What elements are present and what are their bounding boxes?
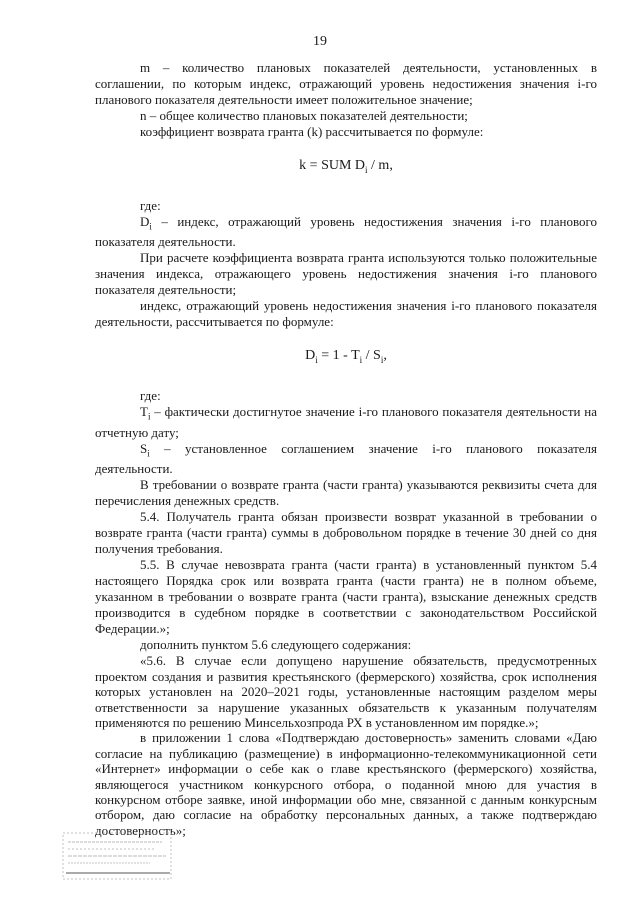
- paragraph-n-definition: n – общее количество плановых показателей деятельности;: [140, 108, 468, 123]
- paragraph-add-5-6: дополнить пунктом 5.6 следующего содержания:: [140, 637, 412, 653]
- where-label-1: где:: [140, 197, 161, 213]
- t-subscript: i: [147, 411, 151, 422]
- paragraph-positive-values: При расчете коэффициента возврата гранта используются только положительные значения индекса, отражающего уровень недостижения значения i-го планового показателя деятельности;: [95, 250, 597, 298]
- page-number: 19: [313, 34, 327, 49]
- formula-s-sub: i: [380, 355, 384, 366]
- formula-k: [95, 158, 597, 178]
- formula-d-sub: i: [315, 355, 318, 366]
- paragraph-s-definition: [95, 441, 597, 478]
- s-subscript: i: [147, 448, 150, 459]
- paragraph-5-6: «5.6. В случае если допущено нарушение обязательств, предусмотренных проектом создания и развития крестьянского (фермерского) хозяйства, срок исполнения которых установлен на 2020–2021 годы, установленные настоящим разделом меры ответственности за нарушение указанных обязательств к указанным получателям применяются по решению Минсельхозпрода РХ в установленном им порядке.»;: [95, 653, 597, 730]
- paragraph-5-4: 5.4. Получатель гранта обязан произвести возврат указанной в требовании о возврате гранта (части гранта) суммы в добровольном порядке в течение 30 дней со дня получения требования.: [95, 509, 597, 557]
- formula-d: [95, 348, 597, 368]
- paragraph-5-5: 5.5. В случае невозврата гранта (части гранта) в установленный пунктом 5.4 настоящего Порядка срок или возврата гранта (части гранта) не в полном объеме, указанном в требовании о возврате гранта (части гранта), взыскание денежных средств производится в судебном порядке в соответствии с законодательством Российской Федерации.»;: [95, 557, 597, 637]
- s-definition-text: – установленное соглашением значение i-го планового показателя деятельности.: [95, 440, 597, 477]
- formula-k-sub: i: [365, 164, 368, 175]
- formula-d-mid: = 1 - T: [317, 348, 360, 364]
- formula-k-left: k = SUM D: [299, 158, 366, 173]
- t-definition-text: – фактически достигнутое значение i-го планового показателя деятельности на отчетную дату;: [95, 404, 597, 440]
- formula-d-symbol: D: [305, 348, 316, 364]
- t-symbol: T: [140, 404, 148, 420]
- formula-k-right: / m,: [367, 158, 393, 173]
- page-stamp: [62, 832, 172, 880]
- d-symbol: D: [140, 213, 150, 229]
- paragraph-d-definition: [95, 214, 597, 251]
- paragraph-requisites: В требовании о возврате гранта (части гранта) указываются реквизиты счета для перечисления денежных средств.: [95, 477, 597, 509]
- paragraph-index-intro: индекс, отражающий уровень недостижения значения i-го планового показателя деятельности, рассчитывается по формуле:: [95, 298, 597, 330]
- paragraph-t-definition: [95, 404, 597, 441]
- paragraph-k-intro: коэффициент возврата гранта (k) рассчитывается по формуле:: [140, 124, 484, 139]
- formula-d-slash: / S: [362, 348, 381, 364]
- paragraph-m-definition: m – количество плановых показателей деятельности, установленных в соглашении, по которым индекс, отражающий уровень недостижения значения i-го планового показателя деятельности имеет положительное значение;: [95, 60, 597, 107]
- where-label-2: где:: [140, 388, 161, 404]
- d-subscript: i: [149, 221, 152, 232]
- d-definition-text: – индекс, отражающий уровень недостижения значения i-го планового показателя деятельности.: [95, 213, 597, 250]
- s-symbol: S: [140, 440, 148, 456]
- formula-d-end: ,: [383, 348, 387, 364]
- formula-t-sub: i: [359, 355, 363, 366]
- paragraph-appendix-1: в приложении 1 слова «Подтверждаю достоверность» заменить словами «Даю согласие на публикацию (размещение) в информационно-телекоммуникационной сети «Интернет» информации о себе как о главе крестьянского (фермерского) хозяйства, являющегося участником конкурсного отбора, о поданной мною для участия в конкурсном отборе заявке, иной информации обо мне, связанной с данным конкурсным отбором, даю согласие на обработку персональных данных, а также подтверждаю достоверность»;: [95, 730, 597, 838]
- document-body: [95, 60, 597, 838]
